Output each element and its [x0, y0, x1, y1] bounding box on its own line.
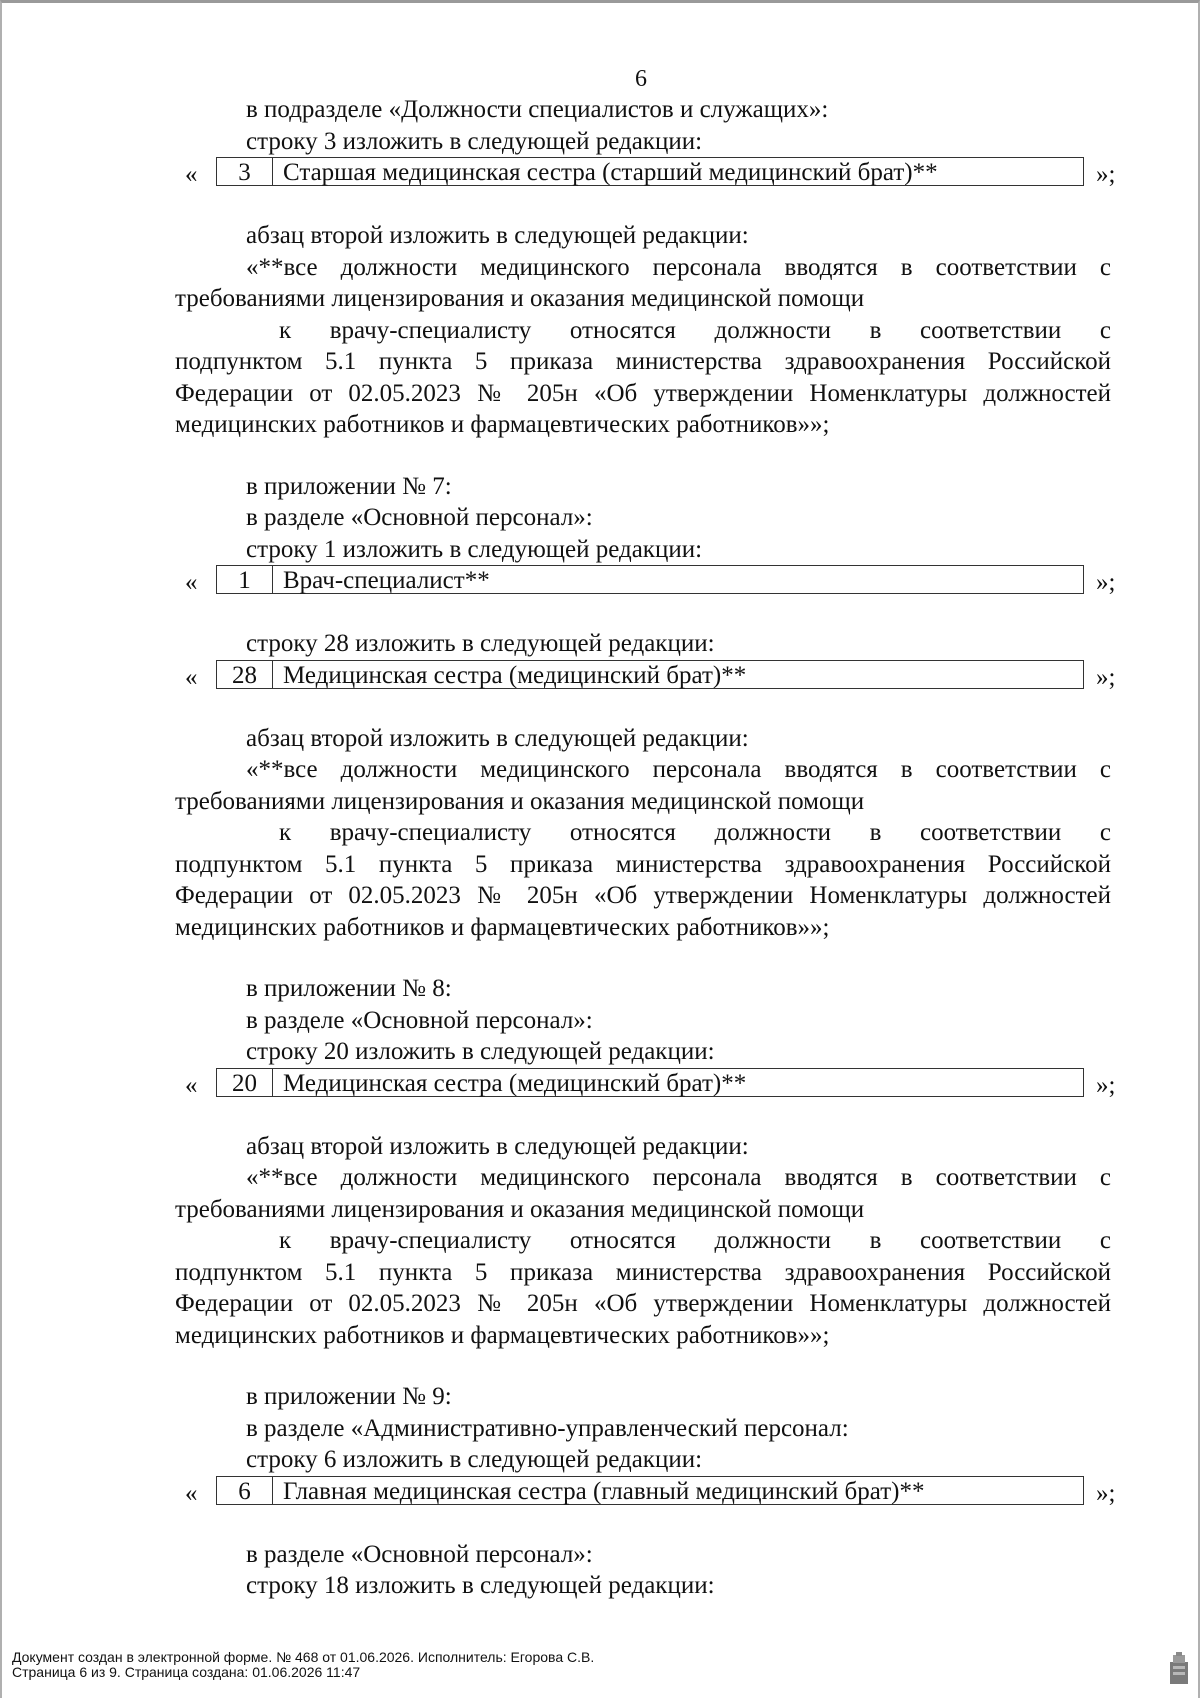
row-position-name: Медицинская сестра (медицинский брат)** [283, 1069, 747, 1097]
paragraph-line: Федерации от 02.05.2023 № 205н «Об утверждении Номенклатуры должностей [175, 1290, 1111, 1317]
paragraph-line: строку 6 изложить в следующей редакции: [246, 1446, 703, 1473]
paragraph-line: Федерации от 02.05.2023 № 205н «Об утверждении Номенклатуры должностей [175, 882, 1111, 909]
table-row [175, 1068, 1116, 1101]
open-quote: « [185, 663, 198, 691]
paragraph-line: «**все должности медицинского персонала вводятся в соответствии с [246, 756, 1111, 783]
table-row [175, 157, 1116, 190]
paragraph-line: строку 28 изложить в следующей редакции: [246, 630, 715, 657]
paragraph-line: к врачу-специалисту относятся должности в соответствии с [279, 819, 1111, 846]
paragraph-line: строку 3 изложить в следующей редакции: [246, 127, 703, 155]
paragraph-line: требованиями лицензирования и оказания медицинской помощи [175, 787, 865, 815]
row-box [216, 660, 1084, 689]
close-quote: »; [1096, 1479, 1116, 1507]
row-number: 6 [217, 1477, 273, 1504]
row-position-name: Главная медицинская сестра (главный медицинский брат)** [283, 1477, 925, 1505]
paragraph-line: подпунктом 5.1 пункта 5 приказа министерства здравоохранения Российской [175, 348, 1111, 375]
paragraph-line: медицинских работников и фармацевтических работников»»; [175, 913, 830, 941]
paragraph-gap [175, 1351, 1111, 1381]
table-row [175, 660, 1116, 693]
open-quote: « [185, 569, 198, 596]
paragraph-line: подпунктом 5.1 пункта 5 приказа министерства здравоохранения Российской [175, 1258, 1111, 1286]
row-number: 3 [217, 158, 273, 185]
paragraph-line: требованиями лицензирования и оказания медицинской помощи [175, 285, 865, 312]
paragraph-line: подпунктом 5.1 пункта 5 приказа министерства здравоохранения Российской [175, 850, 1111, 878]
paragraph-line: медицинских работников и фармацевтических работников»»; [175, 411, 830, 438]
row-box [216, 1476, 1084, 1505]
paragraph-line: в разделе «Административно-управленческий персонал: [246, 1414, 849, 1442]
row-box [216, 565, 1084, 594]
row-number: 20 [217, 1069, 273, 1096]
open-quote: « [185, 1071, 198, 1099]
paragraph-line: строку 1 изложить в следующей редакции: [246, 535, 703, 563]
paragraph-line: «**все должности медицинского персонала вводятся в соответствии с [246, 1164, 1111, 1191]
row-box [216, 1068, 1084, 1097]
row-box [216, 157, 1084, 186]
paragraph-line: к врачу-специалисту относятся должности в соответствии с [279, 1227, 1111, 1254]
paragraph-line: в приложении № 8: [246, 975, 452, 1002]
row-position-name: Старшая медицинская сестра (старший медицинский брат)** [283, 159, 938, 186]
paragraph-line: абзац второй изложить в следующей редакции: [246, 222, 749, 249]
paragraph-line: в разделе «Основной персонал»: [246, 1006, 593, 1034]
paragraph-line: в подразделе «Должности специалистов и служащих»: [246, 96, 829, 123]
row-position-name: Врач-специалист** [283, 567, 490, 594]
page-number: 6 [635, 66, 647, 92]
paragraph-line: медицинских работников и фармацевтических работников»»; [175, 1321, 830, 1349]
row-number: 1 [217, 566, 273, 593]
close-quote: »; [1096, 663, 1116, 691]
paragraph-line: требованиями лицензирования и оказания медицинской помощи [175, 1195, 865, 1223]
footer-line-2: Страница 6 из 9. Страница создана: 01.06.2026 11:47 [12, 1664, 361, 1680]
paragraph-line: строку 20 изложить в следующей редакции: [246, 1038, 715, 1065]
paragraph-line: в приложении № 7: [246, 472, 452, 500]
close-quote: »; [1096, 569, 1116, 596]
paragraph-line: к врачу-специалисту относятся должности в соответствии с [279, 316, 1111, 344]
row-number: 28 [217, 661, 273, 688]
open-quote: « [185, 1479, 198, 1507]
paragraph-line: строку 18 изложить в следующей редакции: [246, 1572, 715, 1599]
paragraph-line: абзац второй изложить в следующей редакции: [246, 724, 749, 752]
table-row [175, 1476, 1116, 1509]
paragraph-line: в разделе «Основной персонал»: [246, 504, 593, 531]
paragraph-line: «**все должности медицинского персонала вводятся в соответствии с [246, 253, 1111, 281]
paragraph-line: в приложении № 9: [246, 1383, 452, 1410]
paragraph-gap [175, 441, 1111, 471]
emblem-icon [1168, 1652, 1190, 1686]
document-body [175, 94, 1116, 1602]
footer-line-1: Документ создан в электронной форме. № 468 от 01.06.2026. Исполнитель: Егорова С.В. [12, 1649, 595, 1665]
paragraph-line: абзац второй изложить в следующей редакции: [246, 1132, 749, 1160]
close-quote: »; [1096, 1071, 1116, 1099]
paragraph-gap [175, 943, 1111, 973]
document-footer [12, 1650, 594, 1680]
open-quote: « [185, 161, 198, 188]
paragraph-line: Федерации от 02.05.2023 № 205н «Об утверждении Номенклатуры должностей [175, 379, 1111, 407]
paragraph-line: в разделе «Основной персонал»: [246, 1540, 593, 1568]
row-position-name: Медицинская сестра (медицинский брат)** [283, 661, 747, 689]
table-row [175, 565, 1116, 598]
close-quote: »; [1096, 161, 1116, 188]
